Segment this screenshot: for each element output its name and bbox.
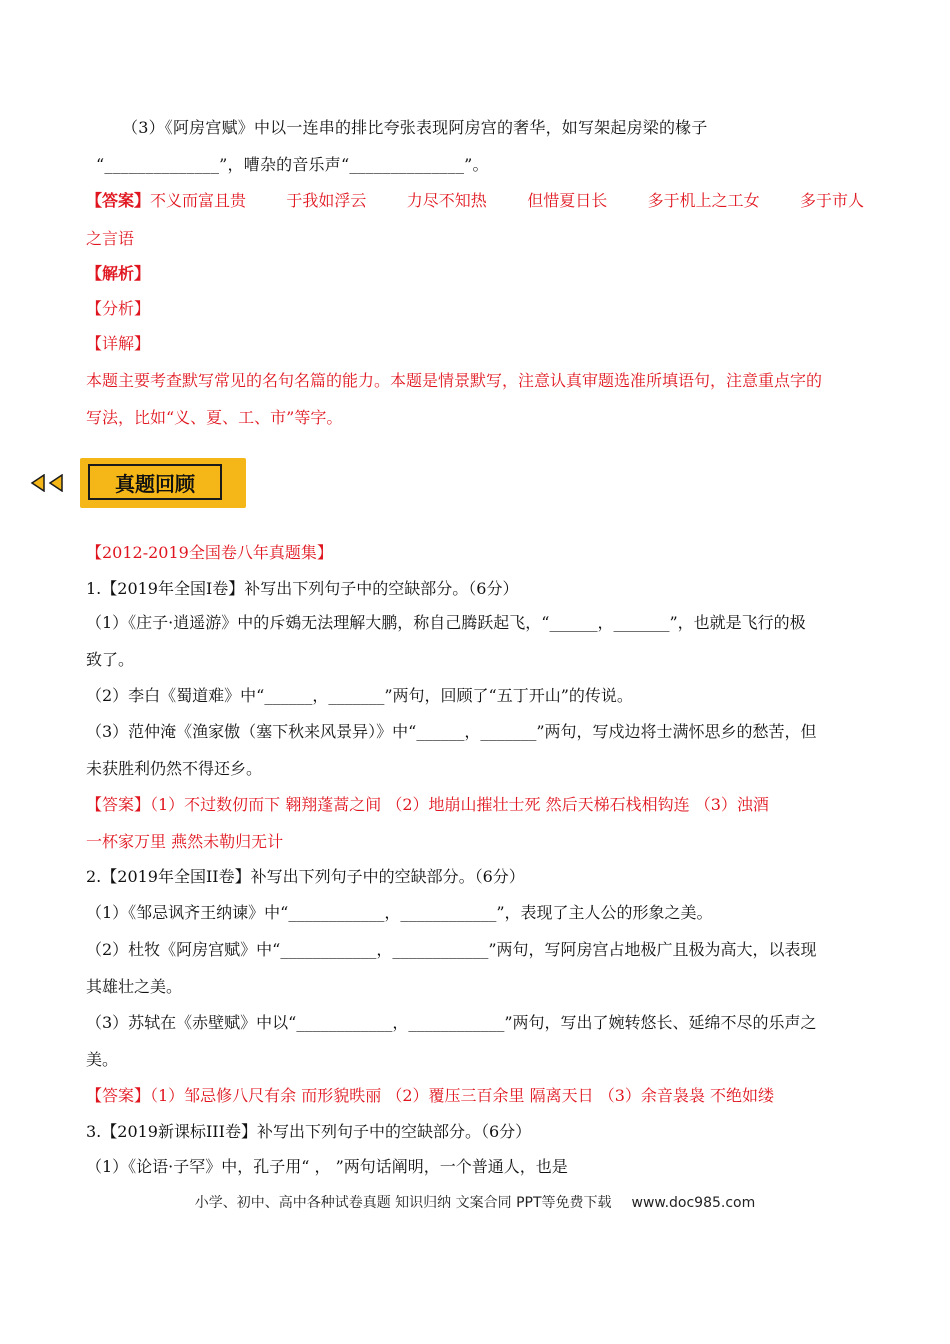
double-left-arrow-icon [30, 474, 70, 492]
q1-s3b: 未获胜利仍然不得还乡。 [86, 759, 263, 778]
q1-s3a: （3）范仲淹《渔家傲（塞下秋来风景异）》中“______，_______”两句，写戍边将士满怀思乡的愁苦，但 [86, 722, 817, 741]
prev-q3-line2: “______________”，嘈杂的音乐声“______________”。 [96, 155, 489, 174]
section-banner [30, 456, 230, 512]
answer-item: 多于机上之工女 [647, 191, 760, 210]
footer-url[interactable]: www.doc985.com [631, 1195, 756, 1211]
answer-item: 多于市人 [799, 191, 864, 210]
banner-title: 真题回顾 [88, 464, 222, 500]
q2-answer: 【答案】（1）邹忌修八尺有余 而形貌昳丽 （2）覆压三百余里 隔离天日 （3）余音袅袅 不绝如缕 [86, 1086, 774, 1105]
answer-item: 不义而富且贵 [150, 191, 247, 210]
detail-line1: 本题主要考查默写常见的名句名篇的能力。本题是情景默写，注意认真审题选准所填语句，注意重点字的 [86, 371, 823, 390]
q2-s2a: （2）杜牧《阿房宫赋》中“____________，____________”两句，写阿房宫占地极广且极为高大，以表现 [86, 940, 817, 959]
q2-head: 2.【2019年全国II卷】补写出下列句子中的空缺部分。（6分） [86, 867, 525, 886]
answer-item: 但惜夏日长 [527, 191, 608, 210]
prev-answer-tail: 之言语 [86, 229, 135, 248]
q1-s1a: （1）《庄子·逍遥游》中的斥鴳无法理解大鹏，称自己腾跃起飞，“______，_______”，也就是飞行的极 [86, 613, 806, 632]
q1-answer-b: 一杯家万里 燕然未勒归无计 [86, 832, 284, 851]
fenxi-label: 【分析】 [86, 299, 151, 318]
q3-s1: （1）《论语·子罕》中，孔子用“ ， ”两句话阐明，一个普通人，也是 [86, 1157, 568, 1176]
q2-s1: （1）《邹忌讽齐王纳谏》中“____________，____________”，表现了主人公的形象之美。 [86, 903, 713, 922]
q1-s1b: 致了。 [86, 650, 135, 669]
q2-s3b: 美。 [86, 1050, 119, 1069]
detail-line2: 写法，比如“义、夏、工、市”等字。 [86, 408, 343, 427]
answer-item: 于我如浮云 [286, 191, 367, 210]
prev-answer-row [86, 190, 864, 212]
q3-head: 3.【2019新课标III卷】补写出下列句子中的空缺部分。（6分） [86, 1122, 532, 1141]
xiangjie-label: 【详解】 [86, 334, 151, 353]
footer-text: 小学、初中、高中各种试卷真题 知识归纳 文案合同 PPT等免费下载 [194, 1195, 612, 1211]
q1-head: 1.【2019年全国I卷】补写出下列句子中的空缺部分。（6分） [86, 579, 519, 598]
prev-q3-line1: （3）《阿房宫赋》中以一连串的排比夸张表现阿房宫的奢华，如写架起房梁的椽子 [122, 118, 708, 137]
jiexi-label: 【解析】 [86, 264, 151, 283]
q1-answer-a: 【答案】（1）不过数仞而下 翱翔蓬蒿之间 （2）地崩山摧壮士死 然后天梯石栈相钩连 （3）浊酒 [86, 795, 769, 814]
q2-s2b: 其雄壮之美。 [86, 977, 183, 996]
q2-s3a: （3）苏轼在《赤壁赋》中以“____________，____________”两句，写出了婉转悠长、延绵不尽的乐声之 [86, 1013, 817, 1032]
answer-item: 力尽不知热 [406, 191, 487, 210]
page-footer [0, 1192, 950, 1212]
q1-s2: （2）李白《蜀道难》中“______，_______”两句，回顾了“五丁开山”的传说。 [86, 686, 633, 705]
collection-title: 【2012-2019全国卷八年真题集】 [86, 543, 333, 562]
answer-label: 【答案】 [86, 191, 151, 210]
